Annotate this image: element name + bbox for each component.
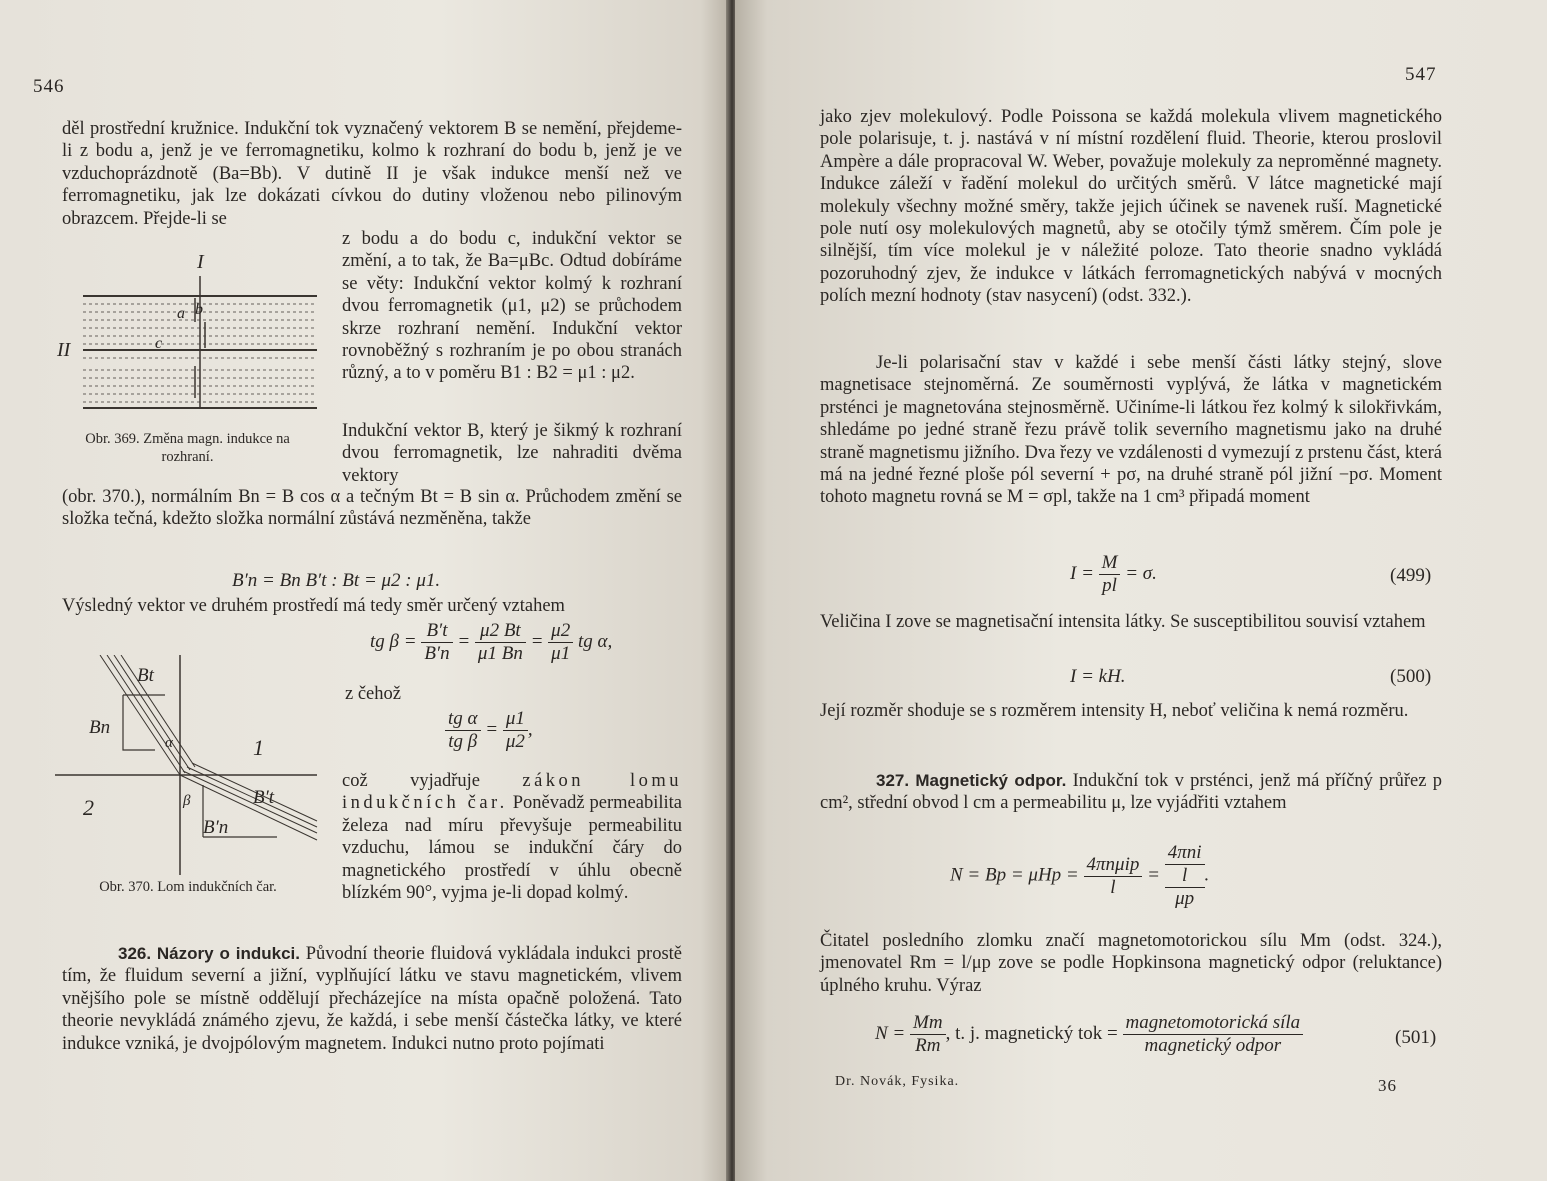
footer-sheet-number: 36 bbox=[1378, 1076, 1397, 1095]
figure-369 bbox=[55, 248, 320, 423]
right-para2: Je-li polarisační stav v každé i sebe menší části látky stejný, slove magnetisace stejnoměrná. Ze souměrnosti vyplývá, že látka v magnetickém prsténci je magnetována stejnosměrně. Učiníme-li látkou řez kolmý k silokřivkám, shledáme po jedné straně řezu právě tolik severního magnetismu jako na druhé straně magnetismu jižního. Dva řezy ve vzdálenosti d vymezují z prstenu část, která má na jedné řezné ploše pól severní + pσ, na druhé straně pól jižní −pσ. Moment tohoto magnetu rovná se M = σpl, takže na 1 cm³ připadá moment bbox=[820, 353, 1442, 508]
fig369-label-I: I bbox=[197, 251, 204, 273]
fig370-label-beta: β bbox=[183, 793, 191, 809]
equation-501-number: (501) bbox=[1395, 1027, 1437, 1048]
fig370-label-alpha: α bbox=[165, 735, 173, 751]
right-para5: Čitatel posledního zlomku značí magnetomotorickou sílu Mm (odst. 324.), jmenovatel Rm = l/μp zove se podle Hopkinsona magnetický odpor (reluktance) úplného kruhu. Výraz bbox=[820, 931, 1442, 996]
equation-tg-beta: tg β = $\frac{B't}{B'n}$ = $\frac{\mu 2 Bt}{\mu 1 Bn}$ = $\frac{\mu 2}{\mu 1}$ tg α, bbox=[370, 620, 613, 664]
right-para4: Její rozměr shoduje se s rozměrem intensity H, neboť veličina k nemá rozměru. bbox=[820, 701, 1409, 721]
equation-499: I = $\frac{M}{pl}$ = σ. bbox=[1070, 552, 1157, 596]
left-para3: což vyjadřuje zákon lomu indukčních čar. Poněvadž permeabilita železa nad míru převyšuje permeabilitu vzduchu, lámou se indukční čáry do magnetického prostředí v úhlu obecně blízkém 90°, vyjma je-li dopad kolmý. bbox=[342, 771, 682, 904]
right-para3: Veličina I zove se magnetisační intensita látky. Se susceptibilitou souvisí vztahem bbox=[820, 612, 1426, 632]
left-para1: děl prostřední kružnice. Indukční tok vyznačený vektorem B se nemění, přejdeme-li z bodu a, jenž je ve ferromagnetiku, kolmo k rozhraní do bodu b, jenž je ve vzduchoprázdnotě (Ba=Bb). V dutině II je však indukce menší než ve ferromagnetiku, jak lze dokázati cívkou do dutiny vloženou nebo pilinovým obrazcem. Přejde-li se bbox=[62, 119, 682, 229]
equation-bn: B′n = Bn B′t : Bt = μ2 : μ1. bbox=[232, 570, 441, 591]
equation-ratio: $\frac{\text{tg α}}{\text{tg β}}$ = $\frac{\mu 1}{\mu 2}$ , bbox=[445, 708, 533, 753]
equation-500-number: (500) bbox=[1390, 666, 1432, 687]
left-para1-side2: Indukční vektor B, který je šikmý k rozhraní dvou ferromagnetik, lze nahraditi dvěma vektory bbox=[342, 421, 682, 486]
fig370-label-Bn: Bn bbox=[89, 717, 111, 738]
section-326: 326. Názory o indukci. Původní theorie fluidová vykládala indukci prostě tím, že fluidum severní a jižní, vyplňující látku ve stavu magnetickém, vlivem vnějšího pole se místně oddělují přecházejíce na místa opačně položená. Tato theorie nevykládá známého zjevu, že každá, i sebe menší částečka látky, ve které indukce vzniká, je dvojpólovým magnetem. Indukci nutno proto pojímati bbox=[62, 944, 683, 1054]
right-page bbox=[735, 0, 1547, 1181]
fig369-label-a: a bbox=[177, 305, 185, 322]
left-para1-side: z bodu a do bodu c, indukční vektor se změní, a to tak, že Ba=μBc. Odtud dobíráme se věty: Indukční vektor kolmý k rozhraní dvou ferromagnetik (μ1, μ2) se průchodem skrze rozhraní nemění. Indukční vektor rovnoběžný s rozhraním je po obou stranách různý, a to v poměru B1 : B2 = μ1 : μ2. bbox=[342, 229, 682, 384]
left-page bbox=[0, 0, 730, 1181]
fig370-caption: Obr. 370. Lom indukčních čar. bbox=[99, 879, 277, 895]
page-number-right: 547 bbox=[1405, 64, 1437, 85]
footer-signature: Dr. Novák, Fysika. bbox=[835, 1074, 960, 1089]
equation-499-number: (499) bbox=[1390, 565, 1432, 586]
equation-501: N = $\frac{Mm}{Rm}$ , t. j. magnetický tok = $\frac{\text{magnetomotorická síla}}{\text{magnetický odpor}}$ bbox=[875, 1012, 1303, 1057]
equation-500: I = kH. bbox=[1070, 666, 1126, 687]
fig369-label-b: b bbox=[195, 301, 203, 318]
left-para2: Výsledný vektor ve druhém prostředí má tedy směr určený vztahem bbox=[62, 596, 565, 616]
fig370-label-1: 1 bbox=[253, 735, 264, 760]
fig370-label-Bn2: B′n bbox=[203, 817, 229, 838]
fig369-label-c: c bbox=[155, 335, 163, 352]
z-cehoz: z čehož bbox=[345, 684, 401, 704]
section-327: 327. Magnetický odpor. Indukční tok v prsténci, jenž má příčný průřez p cm², střední obvod l cm a permeabilitu μ, lze vyjádřiti vztahem bbox=[820, 771, 1442, 814]
fig370-label-Bt: Bt bbox=[137, 665, 154, 686]
fig369-caption: Obr. 369. Změna magn. indukce na rozhraní. bbox=[85, 431, 290, 465]
equation-N: N = Bp = μHp = $\frac{\text{4πnμip}}{l}$ = 4πni l μp . bbox=[950, 842, 1210, 909]
fig369-label-II: II bbox=[57, 339, 71, 361]
left-para1-cont: (obr. 370.), normálním Bn = B cos α a tečným Bt = B sin α. Průchodem změní se složka tečná, kdežto složka normální zůstává nezměněna, takže bbox=[62, 487, 682, 530]
right-para1: jako zjev molekulový. Podle Poissona se každá molekula vlivem magnetického pole polarisuje, t. j. nastává v ní místní rozdělení fluid. Theorie, kterou proslovil Ampère a dále propracoval W. Weber, považuje molekuly za neproměnné magnety. Indukce záleží v řadění molekul do určitých směrů. V látce magnetické mají molekuly všechny možné směry, takže jejich účinek se navenek ruší. Magnetické pole nutí osy molekulových magnetů, aby se otočily týmž směrem. Čím pole je silnější, tím více molekul je v náležité poloze. Tato theorie snadno vykládá pozoruhodný zjev, že indukce v látkách ferromagnetických nabývá v mocných polích mezní hodnoty (stav nasycení) (odst. 332.). bbox=[820, 107, 1442, 307]
figure-370 bbox=[55, 655, 325, 875]
fig370-label-2: 2 bbox=[83, 795, 94, 820]
fig370-label-Bt2: B′t bbox=[253, 787, 275, 808]
page-number-left: 546 bbox=[33, 76, 65, 97]
